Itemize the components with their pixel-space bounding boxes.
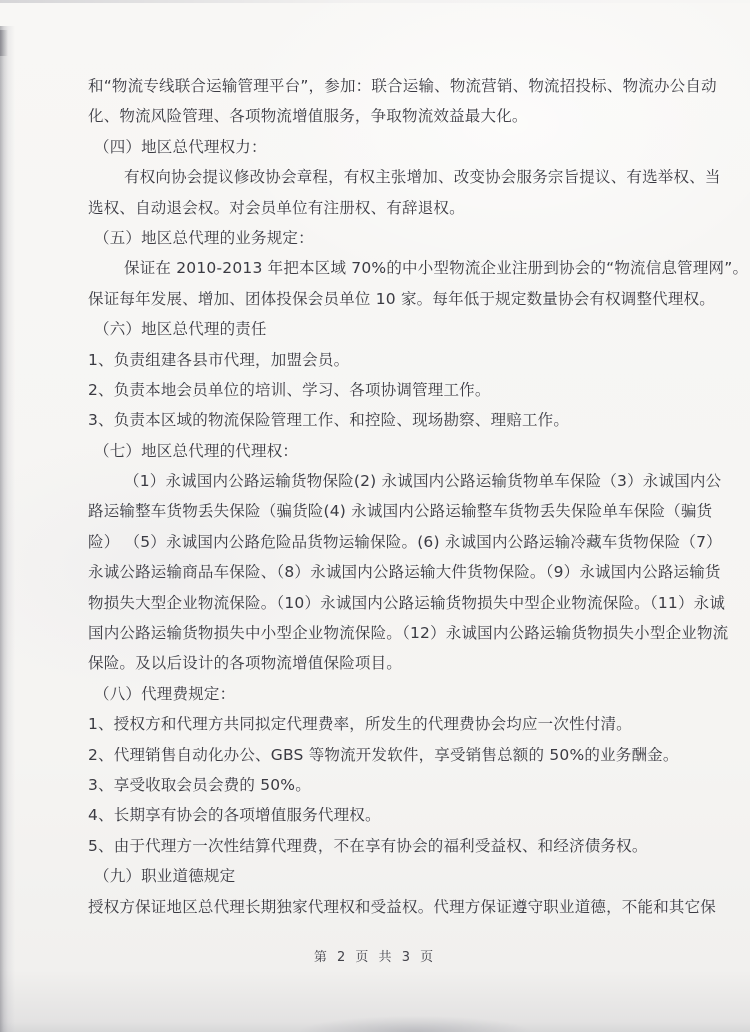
page-footer: 第 2 页 共 3 页 <box>313 950 437 965</box>
scan-left-edge-shadow <box>0 26 15 1032</box>
list-item: 1、负责组建各县市代理，加盟会员。 <box>88 350 350 369</box>
text-line: 和“物流专线联合运输管理平台”，参加：联合运输、物流营销、物流招投标、物流办公自动 <box>88 77 717 95</box>
section-heading: （五）地区总代理的业务规定： <box>94 228 314 247</box>
document-body <box>88 71 749 922</box>
text-line: 险） （5）永诚国内公路危险品货物运输保险。(6) 永诚国内公路运输冷藏车货物保险（7） <box>88 532 722 551</box>
list-item: 3、负责本区域的物流保险管理工作、和控险、现场勘察、理赔工作。 <box>88 411 570 430</box>
text-line: 保证每年发展、增加、团体投保会员单位 10 家。每年低于规定数量协会有权调整代理权。 <box>88 289 715 308</box>
text-line: 授权方保证地区总代理长期独家代理权和受益权。代理方保证遵守职业道德，不能和其它保 <box>88 897 717 916</box>
scan-top-edge-shadow <box>0 0 750 3</box>
text-line: 保险。及以后设计的各项物流增值保险项目。 <box>88 654 403 673</box>
text-line: 选权、自动退会权。对会员单位有注册权、有辞退权。 <box>88 198 465 217</box>
section-heading: （四）地区总代理权力： <box>94 137 267 156</box>
text-line: 有权向协会提议修改协会章程，有权主张增加、改变协会服务宗旨提议、有选举权、当 <box>124 168 721 187</box>
text-line: 保证在 2010-2013 年把本区域 70%的中小型物流企业注册到协会的“物流信息管理网”。 <box>124 259 749 278</box>
scan-bottom-smudge <box>300 1016 530 1032</box>
section-heading: （八）代理费规定： <box>94 684 236 703</box>
list-item: 2、代理销售自动化办公、GBS 等物流开发软件，享受销售总额的 50%的业务酬金。 <box>88 745 679 764</box>
text-line: 国内公路运输货物损失中小型企业物流保险。（12）永诚国内公路运输货物损失小型企业物流 <box>88 624 729 643</box>
scan-corner-mark <box>0 30 8 56</box>
section-heading: （六）地区总代理的责任 <box>94 320 267 339</box>
text-line: 路运输整车货物丢失保险（骗货险(4) 永诚国内公路运输整车货物丢失保险单车保险（骗货 <box>88 502 713 521</box>
section-heading: （七）地区总代理的代理权： <box>94 441 299 460</box>
text-line: 永诚公路运输商品车保险、（8）永诚国内公路运输大件货物保险。（9）永诚国内公路运输货 <box>88 563 721 582</box>
text-line: 化、物流风险管理、各项物流增值服务，争取物流效益最大化。 <box>88 107 528 126</box>
text-line: （1）永诚国内公路运输货物保险(2) 永诚国内公路运输货物单车保险（3）永诚国内公 <box>124 472 722 491</box>
list-item: 1、授权方和代理方共同拟定代理费率，所发生的代理费协会均应一次性付清。 <box>88 715 632 734</box>
text-line: 物损失大型企业物流保险。（10）永诚国内公路运输货物损失中型企业物流保险。（11）永诚 <box>88 593 726 612</box>
list-item: 4、长期享有协会的各项增值服务代理权。 <box>88 806 381 825</box>
list-item: 3、享受收取会员会费的 50%。 <box>88 775 311 794</box>
list-item: 2、负责本地会员单位的培训、学习、各项协调管理工作。 <box>88 380 491 399</box>
section-heading: （九）职业道德规定 <box>94 867 236 886</box>
list-item: 5、由于代理方一次性结算代理费，不在享有协会的福利受益权、和经济债务权。 <box>88 836 648 855</box>
